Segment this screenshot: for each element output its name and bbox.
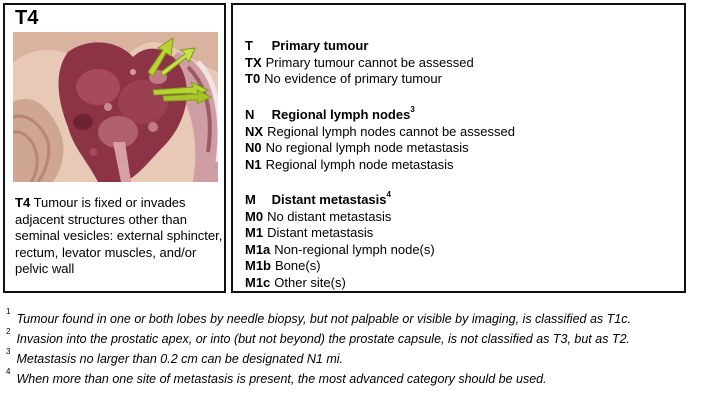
item-text: Regional lymph node metastasis: [265, 156, 454, 172]
list-item: [245, 124, 515, 141]
item-code: TX: [245, 54, 262, 70]
group-heading: [245, 38, 474, 55]
group-distant-metastasis: [245, 192, 435, 291]
list-item: [245, 157, 515, 174]
item-text: No distant metastasis: [267, 208, 392, 224]
item-text: No regional lymph node metastasis: [265, 140, 469, 155]
stage-title: T4: [15, 7, 39, 29]
list-item: [245, 275, 435, 292]
group-regional-lymph-nodes: [245, 107, 515, 173]
item-code: M0: [245, 208, 264, 224]
item-text: Primary tumour cannot be assessed: [265, 54, 474, 70]
item-text: Distant metastasis: [267, 225, 374, 240]
item-code: M1a: [245, 241, 271, 257]
group-heading-text: Primary tumour: [271, 38, 369, 53]
group-heading-text: Regional lymph nodes: [271, 107, 411, 122]
stage-description-code: T4: [15, 195, 31, 210]
t4-stage-panel: [3, 3, 226, 293]
item-text: No evidence of primary tumour: [264, 71, 442, 86]
group-code: M: [245, 192, 256, 207]
item-code: NX: [245, 123, 264, 139]
group-heading-text: Distant metastasis: [271, 192, 387, 207]
item-code: T0: [245, 71, 261, 86]
footnote-mark: 4: [6, 367, 11, 376]
item-text: Bone(s): [275, 258, 321, 273]
tnm-classification-panel: [231, 3, 686, 293]
item-text: Other site(s): [274, 274, 346, 290]
footnote-text: Metastasis no larger than 0.2 cm can be designated N1 mi.: [16, 352, 344, 366]
list-item: [245, 55, 474, 72]
list-item: [245, 258, 435, 275]
item-code: M1c: [245, 274, 271, 290]
footnote-ref: 3: [410, 105, 415, 114]
footnote: [6, 349, 706, 369]
group-code: T: [245, 38, 253, 53]
footnotes: [6, 309, 706, 389]
group-primary-tumour: [245, 38, 474, 88]
item-code: M1: [245, 225, 264, 240]
stage-description: [15, 195, 225, 278]
stage-description-text: Tumour is fixed or invades adjacent structures other than seminal vesicles: external sphincter, rectum, levator muscles, and/or pelvic wall: [15, 195, 223, 276]
footnote-text: Invasion into the prostatic apex, or into (but not beyond) the prostate capsule, is not classified as T3, but as T2.: [16, 332, 630, 346]
list-item: [245, 140, 515, 157]
group-heading: [245, 192, 435, 209]
footnote-mark: 1: [6, 307, 11, 316]
footnote-text: Tumour found in one or both lobes by needle biopsy, but not palpable or visible by imaging, is classified as T1c.: [16, 312, 631, 326]
item-code: N1: [245, 156, 262, 172]
footnote: [6, 329, 706, 349]
footnote-ref: 4: [386, 190, 391, 199]
footnote-mark: 2: [6, 327, 11, 336]
group-heading: [245, 107, 515, 124]
item-code: M1b: [245, 258, 271, 273]
footnote: [6, 309, 706, 329]
list-item: [245, 242, 435, 259]
anatomical-illustration: [13, 32, 218, 182]
list-item: [245, 209, 435, 226]
footnote-text: When more than one site of metastasis is present, the most advanced category should be used.: [16, 372, 547, 386]
group-code: N: [245, 107, 255, 122]
item-text: Regional lymph nodes cannot be assessed: [267, 123, 515, 139]
list-item: [245, 225, 435, 242]
item-text: Non-regional lymph node(s): [274, 241, 435, 257]
list-item: [245, 71, 474, 88]
footnote: [6, 369, 706, 389]
footnote-mark: 3: [6, 347, 11, 356]
item-code: N0: [245, 140, 262, 155]
